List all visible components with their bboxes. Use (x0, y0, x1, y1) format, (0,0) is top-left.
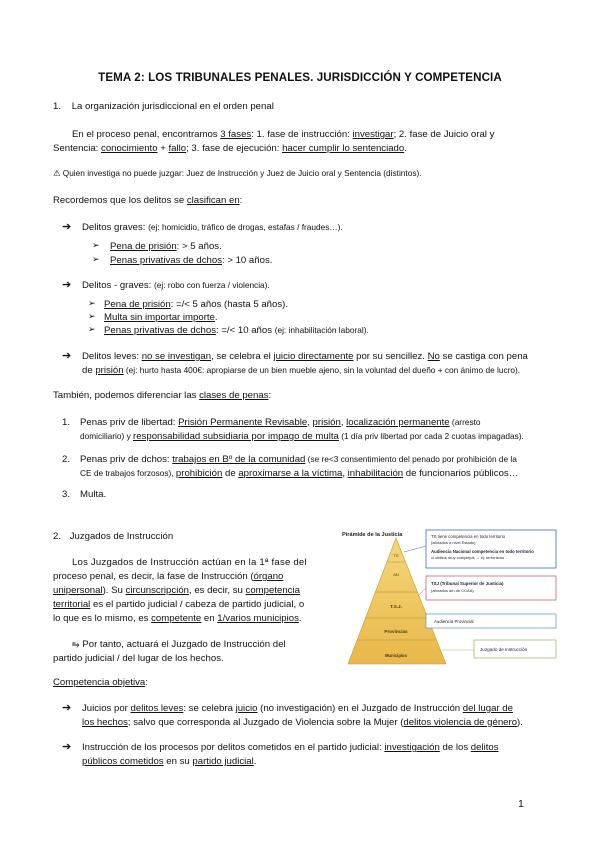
menos-sub-3 (104, 324, 369, 337)
underlined-text: 1/varios municipios (217, 613, 299, 624)
text: También, podemos diferenciar las (53, 390, 200, 401)
example-text: (ej: inhabilitación laboral). (274, 325, 369, 335)
text: : =/< 10 años (216, 325, 275, 336)
text: CE de trabajos forzosos), (80, 468, 176, 478)
text: de (82, 365, 96, 376)
pyramid-level-label: Municipios (385, 653, 407, 658)
underlined-text: aproximarse a la víctima (238, 468, 343, 479)
example-text: (ej: robo con fuerza / violencia). (153, 280, 270, 290)
example-text: (ej: hurto hasta 400€: apropiarse de un bien mueble ajeno, sin la voluntad del dueño + con ánimo de lucro). (123, 365, 521, 375)
pena-2-cont (80, 467, 560, 480)
underlined-text: no se investigan (141, 351, 212, 362)
example-text: (ej: homicidio, tráfico de drogas, estafas / fraudes…). (148, 222, 343, 232)
underlined-text: Penas privativas de dchos (110, 255, 222, 266)
recordemos-line (53, 194, 242, 207)
underlined-text: clasifican en (186, 195, 240, 206)
text: . (214, 312, 218, 323)
underlined-text: órgano (253, 571, 284, 582)
underlined-text: hacer cumplir lo sentenciado (282, 143, 405, 154)
text: Recordemos que los delitos se (53, 195, 187, 206)
pena-1 (80, 416, 560, 429)
text: , se celebra el (211, 351, 274, 362)
text: : > 5 años. (176, 241, 222, 252)
text: lo que es lo mismo, es (53, 613, 152, 624)
box-text: (aforados a nivel Estado) (431, 540, 476, 545)
text: , (340, 417, 347, 428)
triangle-bullet-icon: ➢ (88, 298, 96, 308)
text: en su (163, 756, 193, 767)
underlined-text: prisión (95, 365, 124, 376)
pyramid-diagram (338, 526, 560, 676)
section-title: Juzgados de Instrucción (69, 531, 174, 542)
text: en (201, 613, 218, 624)
delitos-leves-cont (82, 364, 560, 377)
text: es el partido judicial / cabeza de partido judicial, o (90, 599, 305, 610)
por-tanto-line-1: ⥱ Por tanto, actuará el Juzgado de Instrucción del (72, 639, 286, 650)
pena-3: Multa. (80, 489, 107, 500)
pyramid-level-label: TS (393, 553, 399, 558)
pena-2 (80, 453, 560, 466)
underlined-text: clases de penas (199, 390, 269, 401)
text: En el proceso penal, encontramos (72, 129, 221, 140)
underlined-text: unipersonal (53, 585, 103, 596)
section-1-heading (53, 100, 274, 113)
underlined-text: trabajos en Bº de la comunidad (172, 454, 306, 465)
arrow-bullet-icon: ➔ (62, 221, 72, 233)
text: : =/< 5 años (hasta 5 años). (170, 299, 289, 310)
juzgados-para-line-3 (53, 584, 335, 597)
text: (arresto (449, 417, 481, 427)
underlined-text: No (427, 351, 440, 362)
tambien-line (53, 389, 271, 402)
text: de los (439, 742, 471, 753)
triangle-bullet-icon: ➢ (88, 311, 96, 321)
underlined-text: conocimiento (101, 143, 158, 154)
juzgados-para-line-1: Los Juzgados de Instrucción actúan en la 1ª fase del (72, 557, 307, 568)
competencia-item-1 (82, 702, 560, 715)
box-text: TSJ (Tribunal Superior de Justicia) (431, 581, 504, 586)
warning-note: ⚠ Quien investiga no puede juzgar: Juez de Instrucción y Juez de Juicio oral y Sentencia (distintos). (53, 168, 422, 178)
text: de (222, 468, 239, 479)
arrow-bullet-icon: ➔ (62, 702, 72, 714)
text: (no investigación) en el Juzgado de Instrucción (257, 703, 463, 714)
text: Juicios por (82, 703, 131, 714)
delitos-leves (82, 350, 560, 363)
menos-sub-2 (104, 311, 218, 324)
graves-sub-2 (110, 254, 272, 267)
section-number: 1. (53, 101, 62, 112)
text: de funcionarios públicos… (403, 468, 519, 479)
box-text: Juzgado de Instrucción (480, 647, 528, 652)
text: : (145, 677, 148, 688)
underlined-text: competente (151, 613, 202, 624)
pyramid-level-label: T.S.J. (390, 604, 402, 609)
paragraph-phases (72, 128, 560, 141)
underlined-text: públicos cometidos (82, 756, 164, 767)
text: ). (517, 717, 523, 728)
box-text: Audiencia Nacional competencia en todo territorio (431, 549, 534, 554)
list-number: 3. (62, 489, 71, 500)
underlined-text: partido judicial (192, 756, 254, 767)
underlined-text: responsabilidad subsidiaria por impago de multa (133, 431, 339, 442)
paragraph-phases-cont (53, 142, 560, 155)
text: : > 10 años. (222, 255, 273, 266)
list-number: 1. (62, 417, 71, 428)
page-number: 1 (518, 798, 524, 810)
menos-sub-1 (104, 298, 288, 311)
box-text: Audiencia Provincial (434, 619, 474, 624)
list-number: 2. (62, 454, 71, 465)
text: se castiga con pena (439, 351, 528, 362)
competencia-item-2-cont (82, 755, 560, 768)
text: , (342, 468, 348, 479)
underlined-text: prisión (312, 417, 341, 428)
arrow-bullet-icon: ➔ (62, 279, 72, 291)
underlined-text: Penas privativas de dchos (104, 325, 216, 336)
juzgados-para-line-2 (53, 570, 335, 583)
text: por su sencillez. (353, 351, 428, 362)
text: Delitos graves: (82, 222, 149, 233)
competencia-item-2 (82, 741, 560, 754)
diagram-title: Pirámide de la Justicia (342, 532, 403, 538)
pyramid-level-label: Provincias (384, 629, 408, 634)
section-title: La organización jurisdiccional en el orden penal (71, 101, 274, 112)
text: (1 día priv libertad por cada 2 cuotas impagadas). (338, 431, 524, 441)
text: : (268, 390, 272, 401)
text: ). Su (102, 585, 126, 596)
pyramid-level-label: AN (393, 572, 399, 577)
underlined-text: delitos leves (130, 703, 184, 714)
delitos-menos-graves (82, 279, 270, 292)
text: . (404, 143, 407, 154)
text: Delitos - graves: (82, 280, 154, 291)
underlined-text: Pena de prisión (110, 241, 177, 252)
triangle-bullet-icon: ➢ (92, 254, 100, 264)
text: + (157, 143, 169, 154)
text: (se re<3 consentimiento del penado por prohibición de la (305, 454, 517, 464)
text: Penas priv de dchos: (80, 454, 173, 465)
pena-1-cont (80, 430, 560, 443)
competencia-heading (53, 676, 148, 689)
underlined-text: del lugar de (462, 703, 513, 714)
underlined-text: competencia (245, 585, 300, 596)
underlined-text: Pena de prisión (104, 299, 171, 310)
underlined-text: delitos violencia de género (403, 717, 518, 728)
underlined-text: fallo (168, 143, 187, 154)
underlined-text: los hechos (82, 717, 128, 728)
underlined-text: investigación (384, 742, 440, 753)
text: Delitos leves: (82, 351, 142, 362)
underlined-text: territorial (53, 599, 91, 610)
section-2-heading (53, 530, 173, 543)
text: : (239, 195, 243, 206)
underlined-text: juicio (235, 703, 258, 714)
text: . (253, 756, 257, 767)
box-text: TS tiene competencia en todo territorio (431, 534, 506, 539)
competencia-item-1-cont (82, 716, 560, 729)
text: , (307, 417, 313, 428)
delitos-graves (82, 221, 343, 234)
underlined-text: localización permanente (346, 417, 450, 428)
underlined-text: 3 fases (220, 129, 252, 140)
underlined-text: inhabilitación (347, 468, 404, 479)
text: Penas priv de libertad: (80, 417, 179, 428)
underlined-text: Competencia objetiva (53, 677, 146, 688)
arrow-bullet-icon: ➔ (62, 350, 72, 362)
underlined-text: delitos (470, 742, 499, 753)
juzgados-para-line-5 (53, 612, 335, 625)
underlined-text: investigar (352, 129, 394, 140)
text: ; 3. fase de ejecución: (186, 143, 283, 154)
box-text: (aforados a/n de CCAA) (431, 588, 474, 593)
underlined-text: juicio directamente (273, 351, 354, 362)
box-text: x/ delitos muy complejos → ej: terrorismo (431, 555, 505, 560)
arrow-bullet-icon: ➔ (62, 741, 72, 753)
underlined-text: Prisión Permanente Revisable (178, 417, 308, 428)
text: domiciliario) y (80, 431, 134, 441)
underlined-text: circunscripción (125, 585, 189, 596)
triangle-bullet-icon: ➢ (92, 240, 100, 250)
underlined-text: prohibición (175, 468, 223, 479)
text: , es decir, su (189, 585, 246, 596)
text: ; salvo que corresponda al Juzgado de Violencia sobre la Mujer ( (127, 717, 404, 728)
page-title: TEMA 2: LOS TRIBUNALES PENALES. JURISDICCIÓN Y COMPETENCIA (98, 71, 502, 84)
por-tanto-line-2: partido judicial / del lugar de los hechos. (53, 653, 224, 664)
text: Instrucción de los procesos por delitos cometidos en el partido judicial: (82, 742, 385, 753)
juzgados-para-line-4 (53, 598, 335, 611)
underlined-text: Multa sin importar importe (104, 312, 215, 323)
graves-sub-1 (110, 240, 222, 253)
text: : se celebra (183, 703, 236, 714)
text: . (298, 613, 302, 624)
section-number: 2. (53, 531, 62, 542)
text: proceso penal, es decir, la fase de Instrucción ( (53, 571, 254, 582)
text: : 1. fase de instrucción: (251, 129, 353, 140)
triangle-bullet-icon: ➢ (88, 324, 96, 334)
text: ; 2. fase de Juicio oral y (393, 129, 495, 140)
text: Sentencia: (53, 143, 102, 154)
